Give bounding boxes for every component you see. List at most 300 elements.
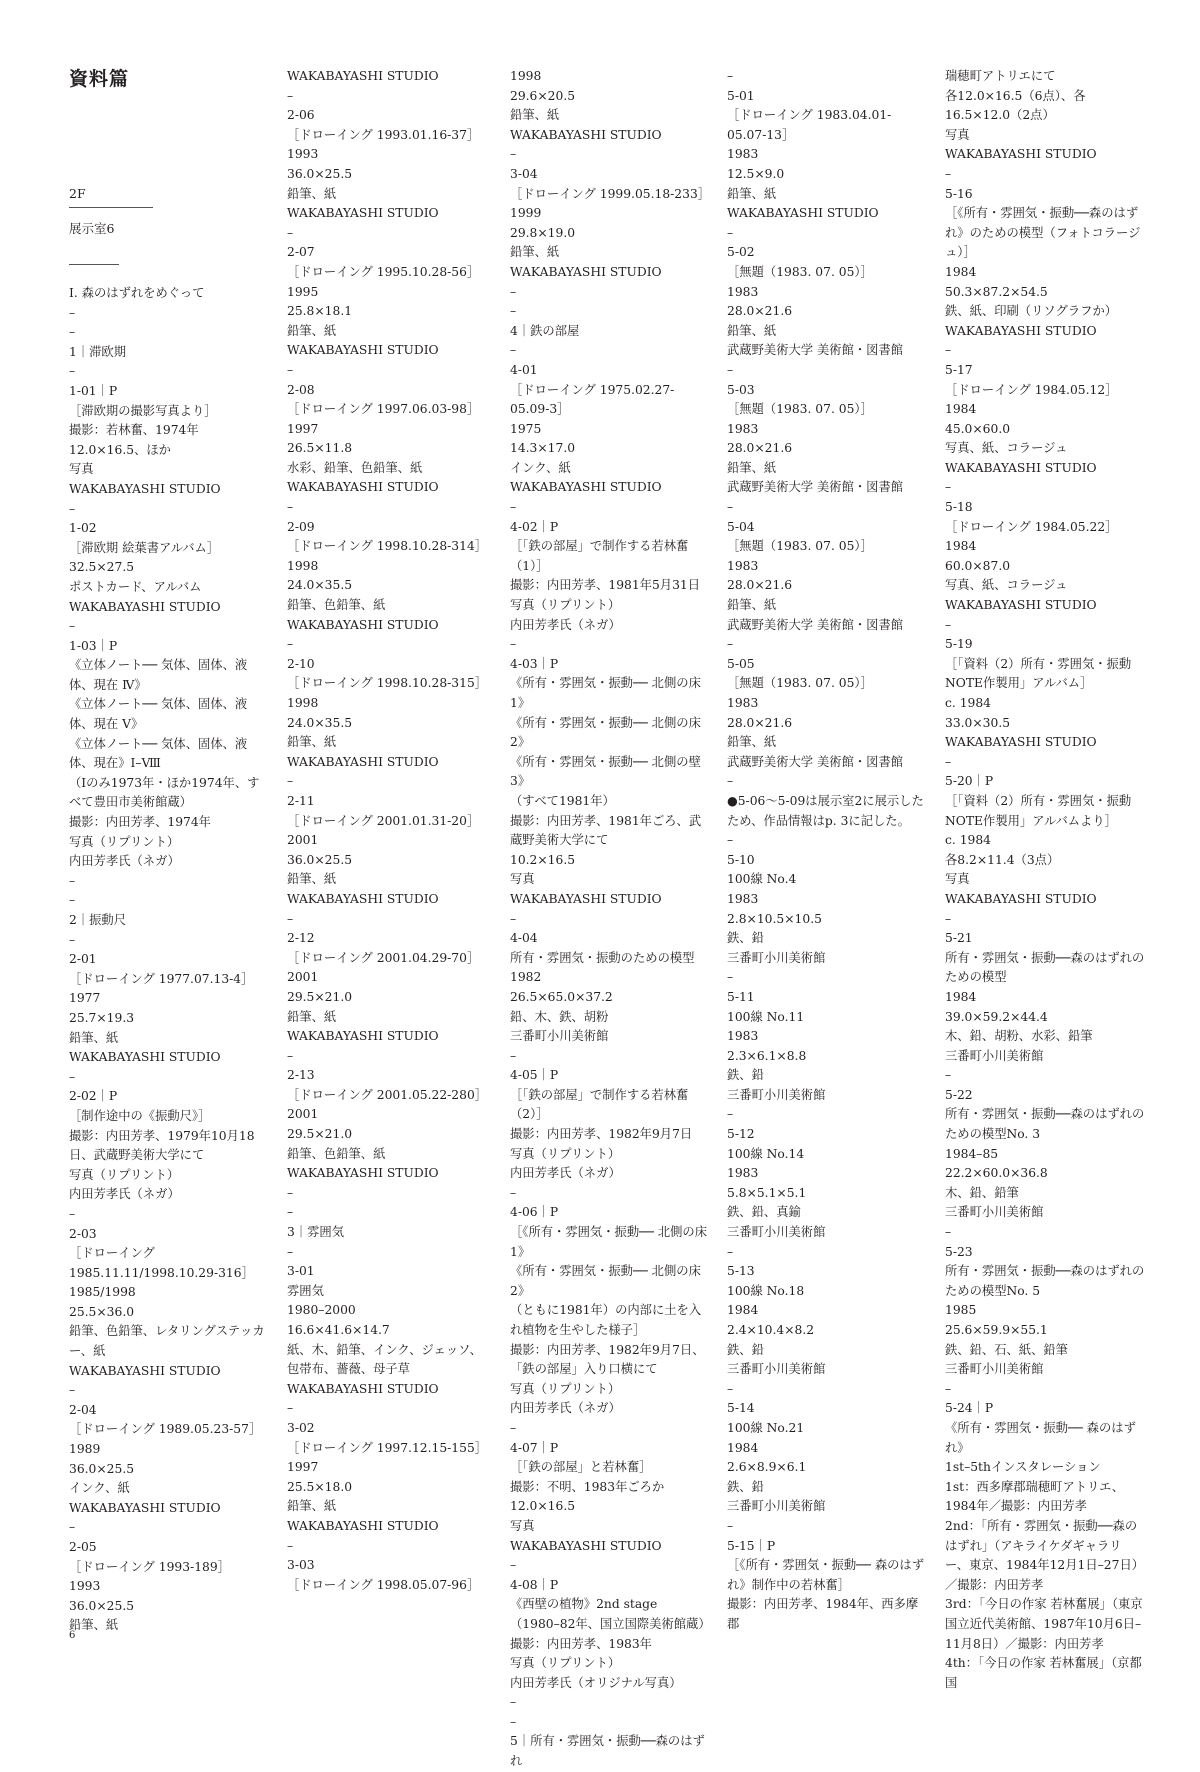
catalog-line: 鉄、鉛 [727,1342,764,1357]
catalog-line: 3-01 [287,1264,315,1279]
catalog-line: 5｜所有・雰囲気・振動──森のはずれ [510,1734,705,1769]
catalog-line: ［「資料（2）所有・雰囲気・振動NOTE作製用」アルバムより］ [945,793,1132,828]
catalog-line: 写真（リプリント） [510,598,621,613]
catalog-line: 1984 [945,539,977,554]
catalog-line: ［ドローイング 1984.05.12］ [945,382,1118,397]
catalog-line: ［制作途中の《振動尺》］ [69,1108,211,1123]
catalog-line: 鉛筆、紙 [727,735,777,750]
catalog-line: 武蔵野美術大学 美術館・図書館 [727,754,904,769]
catalog-line: – [510,1185,517,1200]
catalog-line: – [727,69,734,83]
catalog-line: 《所有・雰囲気・振動── 北側の床1》 [510,676,701,710]
catalog-line: 1984 [945,989,977,1004]
catalog-line: 《西壁の植物》2nd stage [510,1597,658,1612]
catalog-line: ［ドローイング 1984.05.22］ [945,519,1118,534]
catalog-line: 100線 No.21 [727,1420,805,1435]
catalog-line: – [287,1048,294,1063]
catalog-line: – [69,619,76,634]
catalog-line: 2-08 [287,382,315,397]
catalog-line: 《立体ノート── 気体、固体、液体、現在 Ⅴ》 [69,697,248,732]
catalog-line: 24.0×35.5 [287,715,353,730]
catalog-line: 1-02 [69,521,97,536]
catalog-line: – [727,362,734,377]
catalog-line: 鉛筆、紙 [287,323,337,338]
catalog-line: 写真、紙、コラージュ [945,578,1068,593]
catalog-line: 25.7×19.3 [69,1010,135,1025]
catalog-line: 29.5×21.0 [287,989,353,1004]
catalog-line: 紙、木、鉛筆、インク、ジェッソ、包帯布、薔薇、母子草 [287,1342,482,1377]
catalog-line: – [287,774,294,789]
catalog-line: 写真 [945,872,970,887]
catalog-line: 2-05 [69,1540,97,1554]
catalog-line: ［「資料（2）所有・雰囲気・振動NOTE作製用」アルバム］ [945,656,1132,691]
catalog-line: 2.4×10.4×8.2 [727,1323,815,1337]
catalog-line: ［ドローイング 1997.06.03-98］ [287,402,480,417]
catalog-line: ［ドローイング 2001.01.31-20］ [287,813,480,828]
catalog-line: 武蔵野美術大学 美術館・図書館 [727,343,904,358]
catalog-line: ［ドローイング 1977.07.13-4］ [69,971,254,986]
catalog-line: – [287,88,294,103]
catalog-line: 1983 [727,421,759,436]
catalog-line: 1983 [727,696,759,710]
catalog-line: ［滞欧期の撮影写真より］ [69,403,217,418]
catalog-line: 写真 [69,462,94,477]
catalog-line: 1983 [727,147,759,162]
catalog-line: 33.0×30.5 [945,715,1011,730]
catalog-line: 5-18 [945,500,973,515]
catalog-line: 1984 [727,1303,759,1318]
catalog-line: 撮影：内田芳孝、1974年 [69,815,211,830]
catalog-line: WAKABAYASHI STUDIO [69,1363,221,1378]
catalog-line: 2nd：「所有・雰囲気・振動──森のはずれ」（アキライケダギャラリー、東京、1984年12月1日–27日）／撮影：内田芳孝 [945,1518,1145,1592]
catalog-line: 2001 [287,1107,319,1122]
catalog-line: ［ドローイング 1995.10.28-56］ [287,264,480,279]
catalog-line: 24.0×35.5 [287,578,353,593]
catalog-line: ［無題（1983. 07. 05）］ [727,264,873,279]
catalog-line: – [287,1401,294,1416]
catalog-line: 28.0×21.6 [727,715,793,730]
catalog-line: 写真（リプリント） [69,1167,180,1182]
catalog-line: – [69,932,76,947]
catalog-line: 《所有・雰囲気・振動── 森のはずれ》 [945,1420,1136,1455]
catalog-line: – [945,617,952,632]
catalog-line: 1983 [727,1029,759,1044]
catalog-line: – [945,166,952,181]
catalog-line: – [69,305,76,320]
catalog-line: – [287,1185,294,1200]
catalog-line: 5-13 [727,1264,755,1279]
catalog-line: WAKABAYASHI STUDIO [287,69,439,83]
catalog-line: 5-14 [727,1401,755,1416]
catalog-line: インク、紙 [69,1481,130,1496]
catalog-line: 所有・雰囲気・振動──森のはずれのための模型No. 5 [945,1264,1145,1298]
catalog-line: – [510,1714,517,1729]
catalog-line: 4-01 [510,362,538,377]
catalog-line: 2-02｜P [69,1089,118,1104]
catalog-line: 1989 [69,1442,101,1457]
catalog-line: WAKABAYASHI STUDIO [945,735,1097,750]
catalog-line: – [727,1244,734,1259]
catalog-line: 2001 [287,970,319,985]
catalog-line: 1975 [510,421,542,436]
catalog-line: c. 1984 [945,696,991,710]
catalog-line: 各12.0×16.5（6点）、各16.5×12.0（2点） [945,88,1086,123]
catalog-line: 16.6×41.6×14.7 [287,1323,390,1337]
catalog-line: 5-15｜P [727,1538,776,1553]
catalog-line: 1982 [510,970,542,985]
catalog-line: WAKABAYASHI STUDIO [510,264,662,279]
catalog-line: – [510,343,517,358]
catalog-line: ［「鉄の部屋」で制作する若林奮（2）］ [510,1087,689,1122]
catalog-line: – [727,225,734,240]
catalog-line: 50.3×87.2×54.5 [945,284,1048,299]
catalog-line: – [945,754,952,769]
catalog-line: 所有・雰囲気・振動──森のはずれのための模型 [945,950,1145,985]
catalog-line: 2-06 [287,108,315,123]
catalog-line: 三番町小川美術館 [510,1029,609,1044]
catalog-line: – [510,1420,517,1435]
catalog-line: インク、紙 [510,460,571,475]
catalog-column-2 [287,67,487,1595]
catalog-line: ［ドローイング [69,1246,155,1261]
catalog-line: 鉛筆、紙 [287,1009,337,1024]
catalog-line: – [727,774,734,789]
catalog-line: 鉛筆、紙 [287,186,337,201]
catalog-line: 5-17 [945,362,973,377]
catalog-line: 内田芳孝氏（ネガ） [510,1166,621,1181]
catalog-line: 5-23 [945,1244,973,1259]
catalog-line: – [69,1206,76,1221]
catalog-line: I. 森のはずれをめぐって [69,286,205,300]
catalog-line: – [727,1381,734,1396]
catalog-column-5 [945,67,1145,1693]
catalog-line: ［ドローイング 2001.05.22-280］ [287,1087,488,1102]
catalog-line: 100線 No.11 [727,1009,805,1024]
catalog-line: WAKABAYASHI STUDIO [287,754,439,769]
catalog-line: 鉄、鉛 [727,1479,764,1494]
catalog-line: 28.0×21.6 [727,304,793,319]
catalog-line: – [510,147,517,162]
catalog-line: – [945,911,952,926]
catalog-line: 鉛筆、紙 [287,735,337,750]
catalog-line: 2-04 [69,1402,97,1417]
catalog-line: 2-12 [287,931,315,946]
catalog-line: 5-03 [727,382,755,397]
catalog-column-4 [727,67,927,1635]
page-title: 資料篇 [69,68,130,90]
catalog-line: 1｜滞欧期 [69,344,127,359]
catalog-line: 鉛筆、紙 [69,1030,119,1045]
catalog-line: ●5-06～5-09は展示室2に展示したため、作品情報はp. 3に記した。 [727,793,924,828]
catalog-line: 5-01 [727,88,755,103]
catalog-line: 写真 [510,1518,535,1533]
catalog-line: 2-10 [287,656,315,671]
catalog-line: WAKABAYASHI STUDIO [287,1166,439,1181]
catalog-line: – [287,1244,294,1259]
catalog-line: 鉛筆、紙 [287,1499,337,1514]
catalog-line: 4-05｜P [510,1068,559,1083]
catalog-line: – [69,893,76,908]
catalog-line: 3-03 [287,1558,315,1573]
catalog-line: 各8.2×11.4（3点） [945,852,1060,867]
catalog-line: 5-11 [727,989,755,1004]
catalog-line: WAKABAYASHI STUDIO [287,206,439,221]
catalog-line: 三番町小川美術館 [727,1087,826,1102]
catalog-line: c. 1984 [945,833,991,848]
catalog-line: 29.6×20.5 [510,88,576,103]
catalog-line: 1980–2000 [287,1303,356,1318]
catalog-line: WAKABAYASHI STUDIO [945,460,1097,475]
catalog-line: 22.2×60.0×36.8 [945,1166,1048,1181]
catalog-line: – [69,1383,76,1398]
catalog-line: WAKABAYASHI STUDIO [945,891,1097,906]
catalog-line: 写真（リプリント） [510,1656,621,1671]
catalog-line: – [945,1381,952,1396]
catalog-line: 鉛筆、色鉛筆、レタリングステッカー、紙 [69,1324,265,1359]
catalog-line: 2.3×6.1×8.8 [727,1048,807,1063]
catalog-line: 5-19 [945,637,973,652]
catalog-line: – [727,1518,734,1533]
catalog-line: – [287,637,294,652]
catalog-line: 5-20｜P [945,774,994,789]
catalog-line: 28.0×21.6 [727,441,793,456]
catalog-line: – [727,1107,734,1122]
catalog-line: 5-12 [727,1127,755,1142]
catalog-line: 鉄、鉛、石、紙、鉛筆 [945,1342,1068,1357]
catalog-line: WAKABAYASHI STUDIO [287,343,439,358]
catalog-line: WAKABAYASHI STUDIO [510,891,662,906]
catalog-line: ［《所有・雰囲気・振動── 森のはずれ》制作中の若林奮］ [727,1558,925,1592]
catalog-line: ［ドローイング 1998.10.28-315］ [287,676,488,691]
catalog-line: WAKABAYASHI STUDIO [945,598,1097,613]
catalog-line: 1998 [510,69,542,83]
catalog-line: 1st：西多摩郡瑞穂町アトリエ、1984年／撮影：内田芳孝 [945,1479,1125,1514]
catalog-line: ［無題（1983. 07. 05）］ [727,539,873,554]
catalog-line: ［「鉄の部屋」で制作する若林奮（1）］ [510,539,689,573]
catalog-line: 木、鉛、胡粉、水彩、鉛筆 [945,1029,1093,1044]
catalog-line: 4th：「今日の作家 若林奮展」（京都国 [945,1656,1142,1690]
catalog-line: 5-02 [727,245,755,260]
catalog-line: 撮影：内田芳孝、1982年9月7日、「鉄の部屋」入り口横にて [510,1342,705,1377]
catalog-line: ［ドローイング 1975.02.27-05.09-3］ [510,382,675,417]
catalog-line: 鉛筆、紙 [727,323,777,338]
room-label: 展示室6 [69,221,115,236]
catalog-line: 5-24｜P [945,1401,994,1416]
catalog-line: 瑞穂町アトリエにて [945,69,1056,83]
catalog-line: 25.8×18.1 [287,304,353,319]
catalog-line: 1st–5thインスタレーション [945,1460,1101,1475]
catalog-column-1 [69,284,269,1636]
catalog-line: WAKABAYASHI STUDIO [69,599,221,614]
catalog-line: – [287,362,294,377]
catalog-line: ［無題（1983. 07. 05）］ [727,402,873,417]
catalog-line: WAKABAYASHI STUDIO [69,481,221,496]
catalog-line: 60.0×87.0 [945,558,1011,573]
catalog-line: 36.0×25.5 [69,1598,135,1613]
catalog-line: 《所有・雰囲気・振動── 北側の床2》 [510,1264,701,1298]
catalog-line: 36.0×25.5 [69,1461,135,1476]
catalog-line: 2-01 [69,952,97,967]
catalog-line: 鉛、木、鉄、胡粉 [510,1009,609,1024]
catalog-line: 写真（リプリント） [510,1146,621,1161]
catalog-line: WAKABAYASHI STUDIO [727,206,879,221]
catalog-line: 撮影：不明、1983年ごろか [510,1479,665,1494]
catalog-line: WAKABAYASHI STUDIO [510,1538,662,1553]
catalog-line: ［ドローイング 1983.04.01-05.07-13］ [727,108,892,142]
catalog-line: 1993 [287,147,319,162]
catalog-line: WAKABAYASHI STUDIO [510,480,662,495]
catalog-line: 1997 [287,1460,319,1475]
catalog-line: （ともに1981年）の内部に土を入れ植物を生やした様子］ [510,1303,702,1337]
catalog-line: 写真（リプリント） [69,834,180,849]
catalog-line: 100線 No.14 [727,1146,805,1161]
catalog-line: 5.8×5.1×5.1 [727,1185,807,1200]
catalog-line: 4-07｜P [510,1440,559,1455]
catalog-line: – [69,1520,76,1535]
catalog-line: – [510,1558,517,1573]
catalog-line: （Ⅰのみ1973年・ほか1974年、すべて豊田市美術館蔵） [69,775,260,810]
catalog-line: ［ドローイング 1999.05.18-233］ [510,186,711,201]
catalog-line: WAKABAYASHI STUDIO [287,1029,439,1044]
catalog-line: WAKABAYASHI STUDIO [510,127,662,142]
catalog-line: 内田芳孝氏（ネガ） [69,854,180,869]
catalog-line: 1984 [945,402,977,417]
catalog-line: – [510,304,517,319]
catalog-line: 1983 [727,558,759,573]
catalog-line: 36.0×25.5 [287,852,353,867]
catalog-line: ［ドローイング 1989.05.23-57］ [69,1422,262,1437]
catalog-line: ［滞欧期 絵葉書アルバム］ [69,540,220,555]
catalog-line: 3-04 [510,166,538,181]
catalog-line: 撮影：内田芳孝、1981年ごろ、武蔵野美術大学にて [510,813,702,848]
catalog-line: 14.3×17.0 [510,441,576,456]
catalog-line: WAKABAYASHI STUDIO [69,1050,221,1065]
catalog-line: 1985/1998 [69,1285,136,1300]
catalog-line: ポストカード、アルバム [69,579,202,594]
catalog-line: 写真 [510,872,535,887]
catalog-line: 鉛筆、紙 [727,598,777,613]
catalog-line: 2-11 [287,793,315,808]
catalog-line: 4-06｜P [510,1205,559,1220]
catalog-line: ［「鉄の部屋」と若林奮］ [510,1460,652,1475]
catalog-line: 39.0×59.2×44.4 [945,1009,1048,1024]
catalog-line: 《立体ノート── 気体、固体、液体、現在 Ⅳ》 [69,658,248,692]
catalog-line: 2｜振動尺 [69,913,127,927]
catalog-line: – [69,1069,76,1084]
catalog-line: 36.0×25.5 [287,166,353,181]
catalog-line: 29.8×19.0 [510,225,576,240]
catalog-line: 1985 [945,1303,977,1318]
catalog-line: 2-13 [287,1068,315,1083]
catalog-line: 鉛筆、色鉛筆、紙 [287,1146,386,1161]
catalog-line: 写真 [945,127,970,142]
catalog-line: ［ドローイング 1993-189］ [69,1559,230,1574]
catalog-line: – [727,637,734,652]
catalog-line: – [69,325,76,340]
catalog-line: 12.0×16.5、ほか [69,442,171,457]
catalog-line: 鉄、鉛 [727,1068,764,1083]
catalog-line: WAKABAYASHI STUDIO [287,1518,439,1533]
catalog-line: – [287,225,294,240]
catalog-line: 鉛筆、紙 [69,1618,119,1633]
catalog-line: 12.0×16.5 [510,1499,576,1514]
catalog-line: 3｜雰囲気 [287,1225,345,1240]
floor-label: 2F [69,186,86,201]
catalog-line: ［無題（1983. 07. 05）］ [727,676,873,691]
catalog-line: 1984 [945,264,977,279]
catalog-line: 三番町小川美術館 [945,1205,1044,1220]
catalog-line: WAKABAYASHI STUDIO [945,147,1097,162]
catalog-line: – [69,364,76,379]
catalog-line: – [945,1068,952,1083]
catalog-line: 1-03｜P [69,638,118,653]
catalog-line: 10.2×16.5 [510,852,576,867]
catalog-line: 鉛筆、色鉛筆、紙 [287,598,386,613]
catalog-line: 鉛筆、紙 [727,186,777,201]
catalog-line: 撮影：内田芳孝、1982年9月7日 [510,1127,693,1142]
catalog-line: 3-02 [287,1420,315,1435]
catalog-line: 100線 No.18 [727,1283,805,1298]
section-rule [69,264,119,265]
catalog-line: 《所有・雰囲気・振動── 北側の床2》 [510,715,701,750]
catalog-line: （すべて1981年） [510,793,615,808]
catalog-line: 内田芳孝氏（ネガ） [510,1401,621,1416]
catalog-line: 2001 [287,833,319,848]
catalog-line: 1999 [510,206,542,221]
catalog-line: ［ドローイング 1998.10.28-314］ [287,539,488,554]
catalog-line: – [69,873,76,888]
catalog-line: 水彩、鉛筆、色鉛筆、紙 [287,460,423,475]
catalog-line: WAKABAYASHI STUDIO [287,617,439,632]
catalog-line: 木、鉛、鉛筆 [945,1185,1019,1200]
catalog-line: – [287,911,294,926]
catalog-line: – [287,1538,294,1553]
catalog-line: – [945,343,952,358]
catalog-line: 32.5×27.5 [69,560,135,575]
catalog-line: 4-02｜P [510,519,559,534]
catalog-line: – [510,284,517,299]
catalog-line: 25.6×59.9×55.1 [945,1323,1048,1337]
catalog-line: 25.5×18.0 [287,1479,353,1494]
catalog-line: 1995 [287,284,319,299]
catalog-line: WAKABAYASHI STUDIO [945,323,1097,338]
catalog-line: 4-08｜P [510,1577,559,1592]
catalog-line: 所有・雰囲気・振動のための模型 [510,950,695,965]
catalog-line: 《立体ノート── 気体、固体、液体、現在》Ⅰ–Ⅷ [69,736,248,771]
catalog-line: 1983 [727,891,759,906]
catalog-line: 鉛筆、紙 [510,245,560,260]
catalog-line: 25.5×36.0 [69,1304,135,1319]
catalog-line: 鉄、鉛、真鍮 [727,1205,801,1220]
catalog-line: 武蔵野美術大学 美術館・図書館 [727,617,904,632]
catalog-line: 5-05 [727,656,755,671]
catalog-line: 《所有・雰囲気・振動── 北側の壁3》 [510,754,701,789]
catalog-line: 三番町小川美術館 [727,950,826,965]
catalog-line: – [69,501,76,516]
catalog-line: ［ドローイング 1997.12.15-155］ [287,1440,488,1455]
catalog-line: 鉛筆、紙 [510,108,560,123]
catalog-line: WAKABAYASHI STUDIO [69,1500,221,1515]
catalog-line: ［ドローイング 1993.01.16-37］ [287,127,480,142]
catalog-line: – [510,1695,517,1710]
catalog-line: 三番町小川美術館 [945,1048,1044,1063]
catalog-line: 1984–85 [945,1146,999,1161]
catalog-line: – [510,637,517,652]
catalog-line: 3rd：「今日の作家 若林奮展」（東京国立近代美術館、1987年10月6日–11月8日）／撮影：内田芳孝 [945,1597,1143,1651]
catalog-line: 鉛筆、紙 [727,460,777,475]
catalog-line: 1997 [287,421,319,436]
catalog-line: 写真（リプリント） [510,1381,621,1396]
